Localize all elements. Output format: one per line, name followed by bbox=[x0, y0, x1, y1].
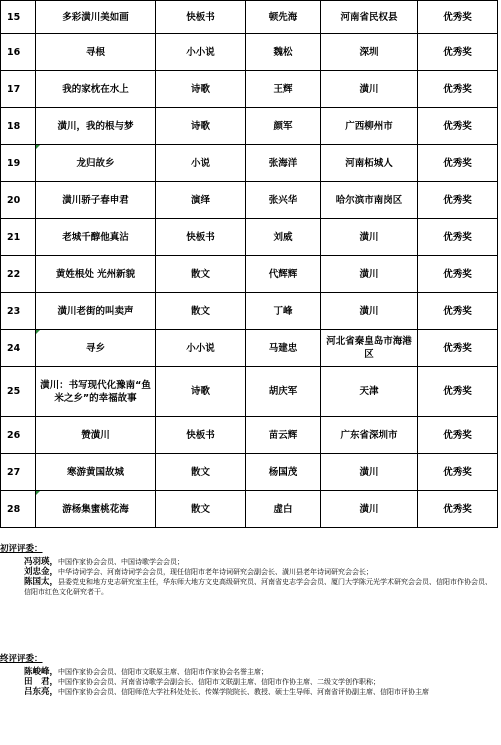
table-row bbox=[1, 454, 498, 491]
work-title-cell: 游杨集蜜桃花海 bbox=[36, 491, 156, 528]
genre-cell: 散文 bbox=[156, 293, 246, 330]
award-cell: 优秀奖 bbox=[418, 293, 498, 330]
table-row bbox=[1, 219, 498, 256]
judge-name: 陈国太， bbox=[24, 577, 59, 587]
judge-desc: 中国作家协会会员、河南省诗歌学会副会长、信阳市文联副主席、信阳市作协主席、二级文学创作职称； bbox=[58, 678, 381, 686]
work-title-cell: 潢川老街的叫卖声 bbox=[36, 293, 156, 330]
award-cell: 优秀奖 bbox=[418, 417, 498, 454]
row-number-cell: 25 bbox=[1, 367, 36, 417]
region-cell: 潢川 bbox=[321, 71, 418, 108]
region-cell: 河南柘城人 bbox=[321, 145, 418, 182]
region-cell: 潢川 bbox=[321, 256, 418, 293]
genre-cell: 小小说 bbox=[156, 330, 246, 367]
author-cell: 胡庆军 bbox=[246, 367, 321, 417]
judge-name: 冯羽瑛， bbox=[24, 557, 59, 567]
row-number-cell: 16 bbox=[1, 34, 36, 71]
work-title-cell: 潢川骄子春申君 bbox=[36, 182, 156, 219]
genre-cell: 散文 bbox=[156, 454, 246, 491]
genre-cell: 诗歌 bbox=[156, 71, 246, 108]
work-title-cell: 黄姓根处 光州新貌 bbox=[36, 256, 156, 293]
genre-cell: 散文 bbox=[156, 491, 246, 528]
author-cell: 顿先海 bbox=[246, 1, 321, 34]
work-title-cell: 龙归故乡 bbox=[36, 145, 156, 182]
judge-desc: 中国作家协会会员、信阳师范大学社科处处长、传媒学院院长、教授、硕士生导师、河南省评协副主席、信阳市评协主席 bbox=[58, 688, 430, 696]
region-cell: 河南省民权县 bbox=[321, 1, 418, 34]
table-row bbox=[1, 108, 498, 145]
table-row bbox=[1, 182, 498, 219]
award-cell: 优秀奖 bbox=[418, 330, 498, 367]
final-review-section bbox=[0, 654, 497, 697]
final-review-heading: 终评评委： bbox=[0, 654, 43, 664]
row-number-cell: 24 bbox=[1, 330, 36, 367]
work-title-cell: 多彩潢川美如画 bbox=[36, 1, 156, 34]
judge-name: 吕东亮， bbox=[24, 687, 59, 697]
author-cell: 张兴华 bbox=[246, 182, 321, 219]
table-row bbox=[1, 71, 498, 108]
award-cell: 优秀奖 bbox=[418, 491, 498, 528]
table-row bbox=[1, 145, 498, 182]
award-cell: 优秀奖 bbox=[418, 71, 498, 108]
region-cell: 潢川 bbox=[321, 491, 418, 528]
judge-name: 刘忠金， bbox=[24, 567, 59, 577]
row-number-cell: 18 bbox=[1, 108, 36, 145]
row-number-cell: 19 bbox=[1, 145, 36, 182]
genre-cell: 诗歌 bbox=[156, 367, 246, 417]
work-title-cell: 寻根 bbox=[36, 34, 156, 71]
table-row bbox=[1, 417, 498, 454]
author-cell: 张海洋 bbox=[246, 145, 321, 182]
author-cell: 虚白 bbox=[246, 491, 321, 528]
genre-cell: 小小说 bbox=[156, 34, 246, 71]
judge-desc: 中国作家协会会员、信阳市文联原主席、信阳市作家协会名誉主席； bbox=[58, 668, 269, 676]
award-cell: 优秀奖 bbox=[418, 145, 498, 182]
region-cell: 广东省深圳市 bbox=[321, 417, 418, 454]
row-number-cell: 22 bbox=[1, 256, 36, 293]
row-number-cell: 21 bbox=[1, 219, 36, 256]
author-cell: 王辉 bbox=[246, 71, 321, 108]
genre-cell: 快板书 bbox=[156, 1, 246, 34]
genre-cell: 散文 bbox=[156, 256, 246, 293]
award-cell: 优秀奖 bbox=[418, 108, 498, 145]
work-title-cell: 我的家枕在水上 bbox=[36, 71, 156, 108]
author-cell: 丁峰 bbox=[246, 293, 321, 330]
row-number-cell: 20 bbox=[1, 182, 36, 219]
work-title-cell: 老城千醇他真沾 bbox=[36, 219, 156, 256]
judge-entry bbox=[0, 577, 497, 597]
genre-cell: 小说 bbox=[156, 145, 246, 182]
genre-cell: 诗歌 bbox=[156, 108, 246, 145]
author-cell: 代辉辉 bbox=[246, 256, 321, 293]
region-cell: 潢川 bbox=[321, 219, 418, 256]
table-row bbox=[1, 367, 498, 417]
table-row bbox=[1, 293, 498, 330]
author-cell: 杨国茂 bbox=[246, 454, 321, 491]
region-cell: 潢川 bbox=[321, 454, 418, 491]
region-cell: 天津 bbox=[321, 367, 418, 417]
work-title-cell: 寒游黄国故城 bbox=[36, 454, 156, 491]
table-row bbox=[1, 491, 498, 528]
work-title-cell: 赞潢川 bbox=[36, 417, 156, 454]
judge-name: 田 君， bbox=[24, 677, 59, 687]
row-number-cell: 17 bbox=[1, 71, 36, 108]
judge-desc: 县委党史和地方史志研究室主任，华东师大地方文史高级研究员、河南省史志学会会员、厦门大学陈元光学术研究会会员、信阳市作协会员、信阳市红色文化研究者干。 bbox=[24, 578, 493, 596]
author-cell: 苗云辉 bbox=[246, 417, 321, 454]
row-number-cell: 23 bbox=[1, 293, 36, 330]
author-cell: 刘威 bbox=[246, 219, 321, 256]
work-title-cell: 寻乡 bbox=[36, 330, 156, 367]
work-title-cell: 潢川：书写现代化豫南“鱼米之乡”的幸福故事 bbox=[36, 367, 156, 417]
row-number-cell: 15 bbox=[1, 1, 36, 34]
first-review-section bbox=[0, 544, 497, 597]
author-cell: 颜军 bbox=[246, 108, 321, 145]
genre-cell: 演绎 bbox=[156, 182, 246, 219]
award-cell: 优秀奖 bbox=[418, 182, 498, 219]
row-number-cell: 27 bbox=[1, 454, 36, 491]
award-cell: 优秀奖 bbox=[418, 1, 498, 34]
first-review-heading: 初评评委： bbox=[0, 544, 43, 554]
award-cell: 优秀奖 bbox=[418, 256, 498, 293]
region-cell: 深圳 bbox=[321, 34, 418, 71]
award-cell: 优秀奖 bbox=[418, 367, 498, 417]
judge-entry bbox=[0, 687, 497, 697]
award-cell: 优秀奖 bbox=[418, 454, 498, 491]
judge-entry bbox=[0, 677, 497, 687]
region-cell: 河北省秦皇岛市海港区 bbox=[321, 330, 418, 367]
judge-desc: 中华诗词学会、河南诗词学会会员，现任信阳市老年诗词研究会副会长、潢川县老年诗词研究会会长； bbox=[58, 568, 374, 576]
genre-cell: 快板书 bbox=[156, 219, 246, 256]
judge-entry bbox=[0, 667, 497, 677]
row-number-cell: 26 bbox=[1, 417, 36, 454]
judge-entry bbox=[0, 567, 497, 577]
row-number-cell: 28 bbox=[1, 491, 36, 528]
work-title-cell: 潢川，我的根与梦 bbox=[36, 108, 156, 145]
table-row bbox=[1, 1, 498, 34]
table-row bbox=[1, 34, 498, 71]
award-cell: 优秀奖 bbox=[418, 34, 498, 71]
award-cell: 优秀奖 bbox=[418, 219, 498, 256]
judge-name: 陈峻峰， bbox=[24, 667, 59, 677]
author-cell: 马建忠 bbox=[246, 330, 321, 367]
region-cell: 广西柳州市 bbox=[321, 108, 418, 145]
table-row bbox=[1, 256, 498, 293]
results-body bbox=[1, 1, 498, 528]
region-cell: 潢川 bbox=[321, 293, 418, 330]
author-cell: 魏松 bbox=[246, 34, 321, 71]
judge-entry bbox=[0, 557, 497, 567]
judge-desc: 中国作家协会会员、中国诗歌学会会员； bbox=[58, 558, 185, 566]
genre-cell: 快板书 bbox=[156, 417, 246, 454]
table-row bbox=[1, 330, 498, 367]
region-cell: 哈尔滨市南岗区 bbox=[321, 182, 418, 219]
